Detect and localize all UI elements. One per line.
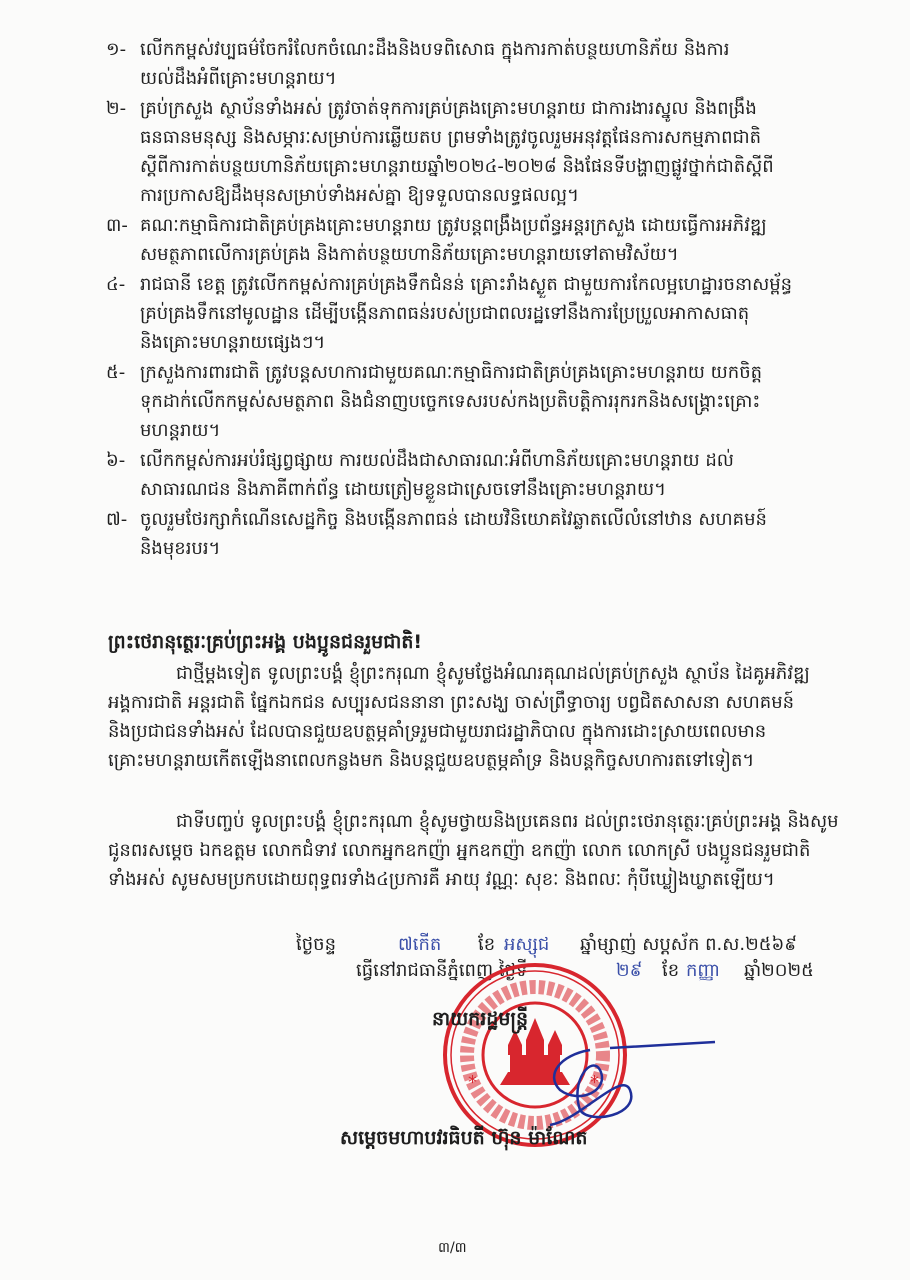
item-line: ការប្រកាសឱ្យដឹងមុនសម្រាប់ទាំងអស់គ្នា ឱ្យទទួលបានលទ្ធផលល្អ។ — [140, 185, 579, 206]
item-number: ៧- — [106, 509, 128, 530]
signatory-name: សម្តេចមហាបវរធិបតី ហ៊ុន ម៉ាណែត — [340, 1127, 588, 1149]
item-line: គ្រប់ក្រសួង ស្ថាប័នទាំងអស់ ត្រូវចាត់ទុកការគ្រប់គ្រងគ្រោះមហន្តរាយ ជាការងារស្នូល និងពង្រឹង — [140, 98, 757, 119]
month-prefix: ខែ — [662, 960, 680, 981]
paragraph-line: គ្រោះមហន្តរាយកើតឡើងនាពេលកន្លងមក និងបន្តជួយឧបត្ថម្ភគាំទ្រ និងបន្តកិច្ចសហការតទៅទៀត។ — [108, 750, 755, 771]
item-line: សាធារណជន និងភាគីពាក់ព័ន្ធ ដោយត្រៀមខ្លួនជាស្រេចទៅនឹងគ្រោះមហន្តរាយ។ — [140, 479, 666, 500]
page-number: ៣/៣ — [438, 1240, 467, 1256]
paragraph-line: ជូនពរសម្តេច ឯកឧត្តម លោកជំទាវ លោកអ្នកឧកញ៉ា អ្នកឧកញ៉ា ឧកញ៉ា លោក លោកស្រី បងប្អូនជនរួមជាតិ — [108, 840, 811, 861]
item-number: ៤- — [106, 274, 126, 295]
paragraph-line: ជាថ្មីម្តងទៀត ទូលព្រះបង្គំ ខ្ញុំព្រះករុណា ខ្ញុំសូមថ្លែងអំណរគុណដល់គ្រប់ក្រសួង ស្ថាប័ន ដៃគូអភិវឌ្ឍ — [176, 663, 810, 684]
lunar-month: អស្សុជ — [504, 934, 550, 955]
paragraph-line: ទាំងអស់ សូមសមប្រកបដោយពុទ្ធពរទាំង៤ប្រការគឺ អាយុ វណ្ណៈ សុខៈ និងពលៈ កុំបីឃ្លៀងឃ្លាតឡើយ។ — [108, 869, 775, 890]
item-line: និងមុខរបរ។ — [140, 538, 221, 559]
svg-text:*: * — [468, 1072, 477, 1093]
svg-text:*: * — [590, 1072, 599, 1093]
item-number: ៦- — [106, 450, 126, 471]
item-line: យល់ដឹងអំពីគ្រោះមហន្តរាយ។ — [140, 68, 337, 89]
item-number: ២- — [106, 98, 127, 119]
lunar-phase: ៧កើត — [398, 934, 442, 955]
year: ឆ្នាំ២០២៥ — [744, 960, 814, 981]
month: កញ្ញា — [686, 960, 720, 981]
item-number: ១- — [106, 39, 127, 60]
item-line: ចូលរួមថែរក្សាកំណើនសេដ្ឋកិច្ច និងបង្កើនភាពធន់ ដោយវិនិយោគវៃឆ្លាតលើលំនៅឋាន សហគមន៍ — [140, 509, 767, 530]
item-line: គណៈកម្មាធិការជាតិគ្រប់គ្រងគ្រោះមហន្តរាយ ត្រូវបន្តពង្រឹងប្រព័ន្ធអន្តរក្រសួង ដោយធ្វើការអភិវឌ្ឍ — [140, 215, 767, 236]
handwritten-signature — [540, 1030, 730, 1130]
item-line: ក្រសួងការពារជាតិ ត្រូវបន្តសហការជាមួយគណៈកម្មាធិការជាតិគ្រប់គ្រងគ្រោះមហន្តរាយ យកចិត្ត — [140, 362, 763, 383]
item-line: សមត្ថភាពលើការគ្រប់គ្រង និងកាត់បន្ថយហានិភ័យគ្រោះមហន្តរាយទៅតាមវិស័យ។ — [140, 244, 679, 265]
lunar-month-prefix: ខែ — [478, 934, 496, 955]
item-line: ស្តីពីការកាត់បន្ថយហានិភ័យគ្រោះមហន្តរាយឆ្នាំ២០២៤-២០២៨ និងផែនទីបង្ហាញផ្លូវថ្នាក់ជាតិស្តីពី — [140, 156, 774, 177]
lunar-year: ឆ្នាំម្សាញ់ សប្តស័ក ព.ស.២៥៦៩ — [580, 934, 797, 955]
item-line: គ្រប់គ្រងទឹកនៅមូលដ្ឋាន ដើម្បីបង្កើនភាពធន់របស់ប្រជាពលរដ្ឋទៅនឹងការប្រែប្រួលអាកាសធាតុ — [140, 303, 750, 324]
item-line: លើកកម្ពស់ការអប់រំផ្សព្វផ្សាយ ការយល់ដឹងជាសាធារណៈអំពីហានិភ័យគ្រោះមហន្តរាយ ដល់ — [140, 450, 734, 471]
day: ២៩ — [616, 960, 643, 981]
item-line: មហន្តរាយ។ — [140, 420, 221, 441]
item-number: ៥- — [106, 362, 126, 383]
salutation: ព្រះថេរានុត្ថេរៈគ្រប់ព្រះអង្គ បងប្អូនជនរួមជាតិ! — [108, 631, 423, 653]
item-number: ៣- — [106, 215, 128, 236]
item-line: និងគ្រោះមហន្តរាយផ្សេងៗ។ — [140, 332, 326, 353]
item-line: ទុកដាក់លើកកម្ពស់សមត្ថភាព និងជំនាញបច្ចេកទេសរបស់កងប្រតិបត្តិការរុករកនិងសង្គ្រោះគ្រោះ — [140, 391, 761, 412]
item-line: លើកកម្ពស់វប្បធម៌ចែករំលែកចំណេះដឹងនិងបទពិសោធ ក្នុងការកាត់បន្ថយហានិភ័យ និងការ — [140, 39, 730, 60]
paragraph-line: អង្គការជាតិ អន្តរជាតិ ផ្នែកឯកជន សប្បុរសជននានា ព្រះសង្ឃ ចាស់ព្រឹទ្ធាចារ្យ បព្វជិតសាសនា សហគមន៍ — [108, 692, 795, 713]
paragraph-line: ជាទីបញ្ចប់ ទូលព្រះបង្គំ ខ្ញុំព្រះករុណា ខ្ញុំសូមថ្វាយនិងប្រគេនពរ ដល់ព្រះថេរានុត្ថេរៈគ្រប់ព្រះអង្គ និងសូម — [176, 811, 839, 832]
paragraph-line: និងប្រជាជនទាំងអស់ ដែលបានជួយឧបត្ថម្ភគាំទ្ររួមជាមួយរាជរដ្ឋាភិបាល ក្នុងការដោះស្រាយពេលមាន — [108, 721, 767, 742]
item-line: រាជធានី ខេត្ត ត្រូវលើកកម្ពស់ការគ្រប់គ្រងទឹកជំនន់ គ្រោះរាំងស្ងួត ជាមួយការកែលម្អហេដ្ឋារចនាសម្ព័ន្ធ — [140, 274, 793, 295]
signatory-title: នាយករដ្ឋមន្ត្រី — [432, 1008, 529, 1030]
place-prefix: ធ្វើនៅរាជធានីភ្នំពេញ ថ្ងៃទី — [356, 960, 528, 981]
item-line: ធនធានមនុស្ស និងសម្ភារៈសម្រាប់ការឆ្លើយតប ព្រមទាំងត្រូវចូលរួមអនុវត្តផែនការសកម្មភាពជាតិ — [140, 127, 762, 148]
lunar-day: ថ្ងៃចន្ទ — [296, 934, 336, 955]
